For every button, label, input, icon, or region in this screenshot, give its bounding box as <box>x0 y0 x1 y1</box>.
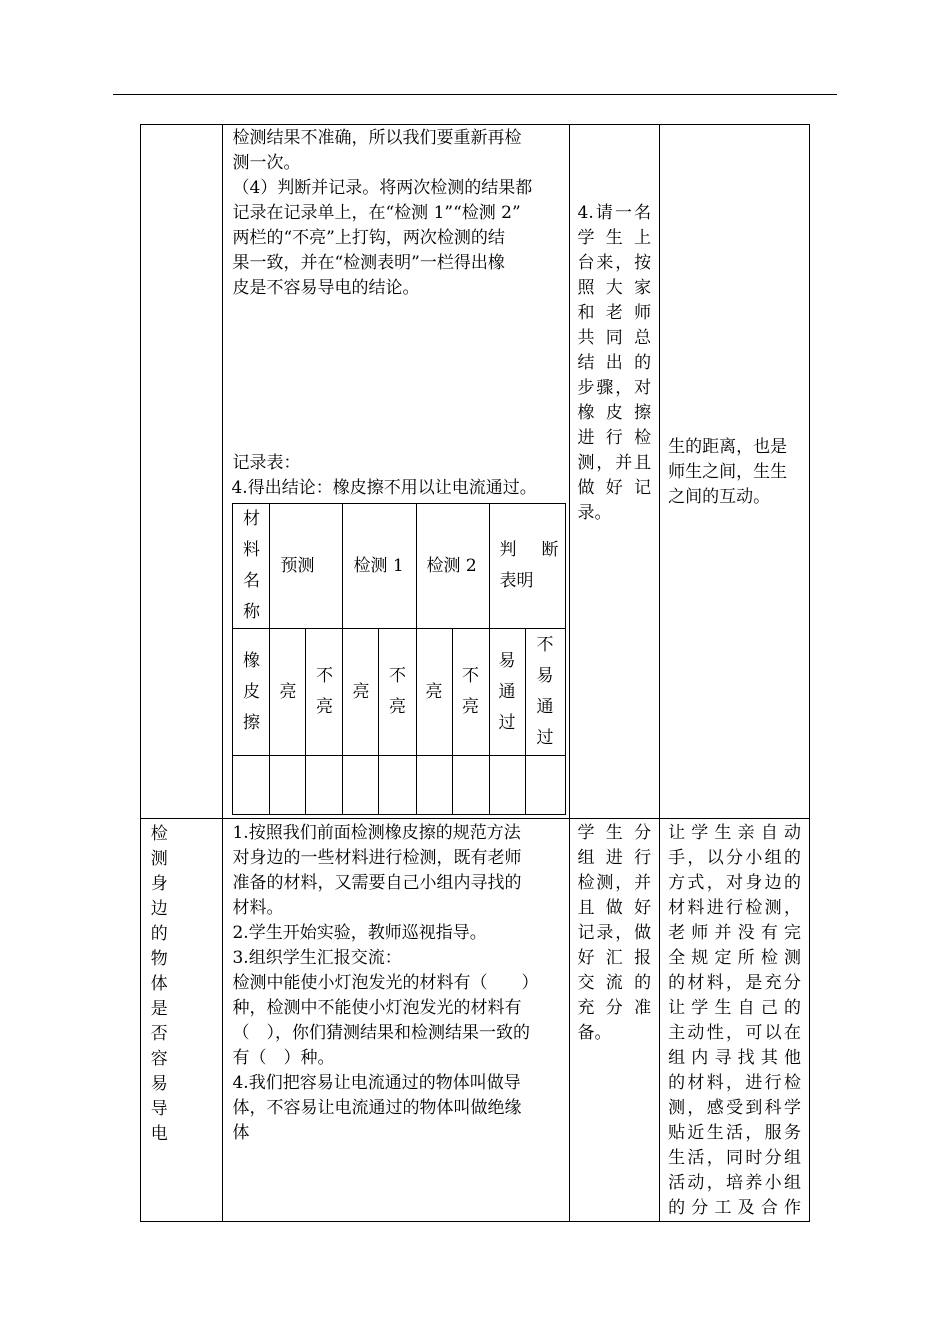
text-line: 之间的互动。 <box>668 487 771 507</box>
record-label: 记录表： <box>232 453 301 473</box>
test2-not-bright: 不 亮 <box>452 629 489 756</box>
predict-header: 预测 <box>270 504 343 629</box>
text-line: 检测，并 <box>577 873 652 893</box>
design-intent-text <box>660 819 809 1221</box>
test1-header: 检测 1 <box>343 504 416 629</box>
eraser-label: 橡 皮 擦 <box>233 629 270 756</box>
text-line: 贴近生活，服务 <box>668 1123 801 1143</box>
test2-bright: 亮 <box>416 629 452 756</box>
text-line: 组内寻找其他 <box>668 1048 801 1068</box>
not-easy-pass: 不 易 通 过 <box>525 629 565 756</box>
record-header-row <box>233 504 565 629</box>
text-line: 测，感受到科学 <box>668 1098 801 1118</box>
teaching-process-cell <box>223 125 569 819</box>
text-line: 生活，同时分组 <box>668 1148 801 1168</box>
text-line: 体 <box>232 1123 250 1143</box>
blank-cell <box>343 756 379 815</box>
test1-not-bright: 不 亮 <box>379 629 416 756</box>
text-line: 3.组织学生汇报交流： <box>232 948 402 968</box>
text-line: 1.按照我们前面检测橡皮擦的规范方法 <box>232 823 521 843</box>
text-line: 学生分 <box>577 823 652 843</box>
blank-cell <box>233 756 270 815</box>
blank-cell <box>416 756 452 815</box>
text-line: 两栏的“不亮”上打钩，两次检测的结 <box>232 228 505 248</box>
text-line: 橡皮擦 <box>577 403 652 423</box>
student-activity-cell <box>569 125 660 819</box>
stage-cell-empty <box>141 125 223 819</box>
eraser-row <box>233 629 565 756</box>
text-line: 记录在记录单上，在“检测 1”“检测 2” <box>232 203 521 223</box>
text-line: 备。 <box>577 1023 612 1043</box>
predict-not-bright: 不 亮 <box>306 629 343 756</box>
process-text <box>223 819 568 1146</box>
text-line: 好汇报 <box>577 948 652 968</box>
text-line: 老师并没有完 <box>668 923 801 943</box>
text-line: 皮是不容易导电的结论。 <box>232 278 420 298</box>
text-line: 学生上 <box>577 228 652 248</box>
blank-cell <box>270 756 306 815</box>
text-line: 的材料，是充分 <box>668 973 801 993</box>
test1-bright: 亮 <box>343 629 379 756</box>
test2-header: 检测 2 <box>416 504 489 629</box>
text-line: 检测中能使小灯泡发光的材料有（ ） <box>232 973 539 993</box>
material-name-header: 材 料 名 称 <box>233 504 270 629</box>
record-table <box>232 503 565 815</box>
table-row <box>141 125 810 819</box>
header-rule <box>113 94 837 95</box>
blank-cell <box>379 756 416 815</box>
blank-cell <box>525 756 565 815</box>
process-text <box>223 125 568 501</box>
text-line: 果一致，并在“检测表明”一栏得出橡 <box>232 253 505 273</box>
text-line: 材料。 <box>232 898 284 918</box>
design-intent-cell <box>660 819 810 1222</box>
text-line: （4）判断并记录。将两次检测的结果都 <box>232 178 533 198</box>
text-line: 4.请一名 <box>577 203 652 223</box>
text-line: 手，以分小组的 <box>668 848 801 868</box>
conclusion-text: 4.得出结论：橡皮擦不用以让电流通过。 <box>231 478 537 498</box>
text-line: （ ），你们猜测结果和检测结果一致的 <box>232 1023 530 1043</box>
text-line: 种，检测中不能使小灯泡发光的材料有 <box>232 998 522 1018</box>
text-line: 测，并且 <box>577 453 652 473</box>
text-line: 体，不容易让电流通过的物体叫做绝缘 <box>232 1098 522 1118</box>
text-line: 步骤，对 <box>577 378 652 398</box>
stage-title: 检 测 身 边 的 物 体 是 否 容 易 导 电 <box>150 824 168 1144</box>
text-line: 共同总 <box>577 328 652 348</box>
predict-bright: 亮 <box>270 629 306 756</box>
text-line: 让学生自己的 <box>668 998 801 1018</box>
text-line: 方式，对身边的 <box>668 873 801 893</box>
text-line: 的分工及合作 <box>668 1198 801 1218</box>
design-intent-text <box>660 125 809 510</box>
text-line: 且做好 <box>577 898 652 918</box>
text-line: 生的距离，也是 <box>668 437 788 457</box>
text-line: 照大家 <box>577 278 652 298</box>
text-line: 活动，培养小组 <box>668 1173 801 1193</box>
text-line: 做好记 <box>577 478 652 498</box>
text-line: 录。 <box>577 503 612 523</box>
text-line: 检测结果不准确，所以我们要重新再检 <box>232 128 522 148</box>
text-line: 结出的 <box>577 353 652 373</box>
blank-row <box>233 756 565 815</box>
student-activity-text <box>570 819 660 1046</box>
table-row <box>141 819 810 1222</box>
stage-cell <box>141 819 223 1222</box>
text-line: 台来，按 <box>577 253 652 273</box>
text-line: 让学生亲自动 <box>668 823 801 843</box>
design-intent-cell <box>660 125 810 819</box>
text-line: 测一次。 <box>232 153 301 173</box>
text-line: 记录，做 <box>577 923 652 943</box>
student-activity-text <box>570 125 660 526</box>
text-line: 2.学生开始实验，教师巡视指导。 <box>232 923 487 943</box>
text-line: 有（ ）种。 <box>232 1048 335 1068</box>
text-line: 进行检 <box>577 428 652 448</box>
text-line: 对身边的一些材料进行检测，既有老师 <box>232 848 522 868</box>
easy-pass: 易 通 过 <box>489 629 525 756</box>
text-line: 材料进行检测， <box>668 898 801 918</box>
text-line: 充分准 <box>577 998 652 1018</box>
lesson-plan-table <box>140 124 810 1222</box>
teaching-process-cell <box>223 819 569 1222</box>
text-line: 师生之间，生生 <box>668 462 788 482</box>
text-line: 4.我们把容易让电流通过的物体叫做导 <box>232 1073 521 1093</box>
text-line: 和老师 <box>577 303 652 323</box>
blank-cell <box>489 756 525 815</box>
student-activity-cell <box>569 819 660 1222</box>
text-line: 交流的 <box>577 973 652 993</box>
text-line: 全规定所检测 <box>668 948 801 968</box>
judge-header: 判 断 表明 <box>489 504 565 629</box>
blank-cell <box>452 756 489 815</box>
text-line: 主动性，可以在 <box>668 1023 801 1043</box>
text-line: 的材料，进行检 <box>668 1073 801 1093</box>
blank-cell <box>306 756 343 815</box>
text-line: 组进行 <box>577 848 652 868</box>
text-line: 准备的材料，又需要自己小组内寻找的 <box>232 873 522 893</box>
